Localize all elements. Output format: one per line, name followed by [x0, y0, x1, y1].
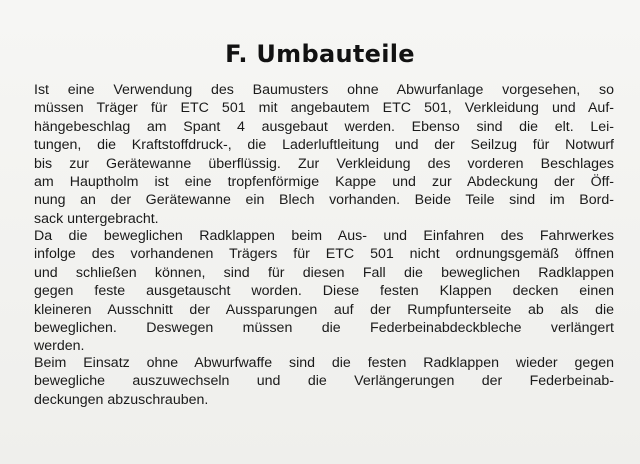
text-line: müssen Träger für ETC 501 mit angebautem ETC 501, Verkleidung und Auf-	[34, 100, 614, 117]
text-line: am Hauptholm ist eine tropfenförmige Kappe und zur Abdeckung der Öff-	[34, 174, 614, 191]
text-line: sack untergebracht.	[34, 210, 159, 227]
text-line: deckungen abzuschrauben.	[34, 391, 209, 408]
text-line: infolge des vorhandenen Trägers für ETC 501 nicht ordnungsgemäß öffnen	[34, 246, 614, 263]
section-title: F. Umbauteile	[225, 40, 415, 68]
paragraph-1	[34, 81, 614, 228]
text-line: hängebeschlag am Spant 4 ausgebaut werden. Ebenso sind die elt. Lei-	[34, 118, 614, 135]
text-line: bewegliche auszuwechseln und die Verlängerungen der Federbeinab-	[34, 373, 614, 390]
text-line: beweglichen. Deswegen müssen die Federbeinabdeckbleche verlängert	[34, 320, 614, 337]
text-line: werden.	[34, 338, 85, 355]
text-line: und schließen können, sind für diesen Fall die beweglichen Radklappen	[34, 264, 614, 281]
text-line: gegen feste ausgetauscht worden. Diese festen Klappen decken einen	[34, 283, 614, 300]
text-line: tungen, die Kraftstoffdruck-, die Laderluftleitung und der Seilzug für Notwurf	[34, 137, 614, 154]
text-line: Ist eine Verwendung des Baumusters ohne Abwurfanlage vorgesehen, so	[34, 82, 614, 98]
paragraph-2	[34, 227, 614, 356]
text-line: Beim Einsatz ohne Abwurfwaffe sind die festen Radklappen wieder gegen	[34, 355, 614, 371]
paragraph-3	[34, 354, 614, 409]
text-line: Da die beweglichen Radklappen beim Aus- und Einfahren des Fahrwerkes	[34, 228, 614, 244]
text-line: kleineren Ausschnitt der Aussparungen auf der Rumpfunterseite ab als die	[34, 301, 614, 318]
text-line: bis zur Gerätewanne überflüssig. Zur Verkleidung des vorderen Beschlages	[34, 155, 614, 172]
text-line: nung an der Gerätewanne ein Blech vorhanden. Beide Teile sind im Bord-	[34, 192, 614, 209]
